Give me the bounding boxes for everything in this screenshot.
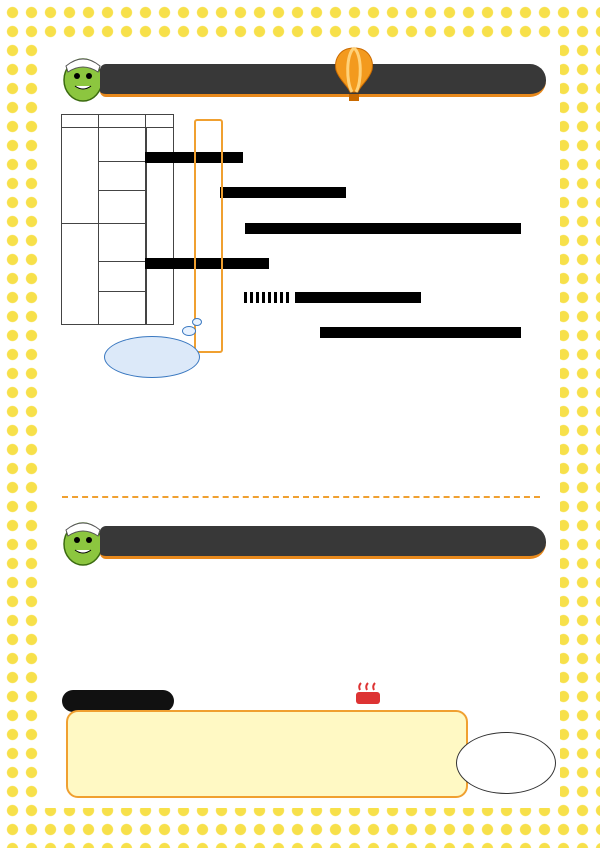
bar-otsu-construction bbox=[245, 223, 521, 234]
current-year-callout bbox=[104, 336, 200, 378]
contact-box bbox=[66, 710, 468, 798]
work-label bbox=[99, 128, 146, 162]
header-year bbox=[146, 115, 174, 128]
header-work bbox=[99, 115, 146, 128]
work-label bbox=[99, 162, 146, 191]
onsen-icon bbox=[354, 682, 382, 706]
bar-tsurusaki-land-planned bbox=[244, 292, 292, 303]
section-tsurusaki bbox=[62, 224, 99, 325]
bar-tsurusaki-construction bbox=[320, 327, 521, 338]
callout-tail bbox=[192, 318, 202, 326]
change-bubble bbox=[456, 732, 556, 794]
schedule-table bbox=[61, 114, 174, 325]
header-section bbox=[62, 115, 99, 128]
work-label bbox=[99, 292, 146, 325]
work-label bbox=[99, 191, 146, 224]
bar-tsurusaki-land bbox=[295, 292, 421, 303]
onsen-logo bbox=[352, 686, 552, 708]
divider bbox=[62, 496, 540, 498]
balloon-icon bbox=[334, 46, 374, 106]
closing-header bbox=[100, 526, 546, 559]
work-label bbox=[99, 224, 146, 262]
bar-otsu-land bbox=[220, 187, 346, 198]
work-label bbox=[99, 262, 146, 292]
callout-tail bbox=[182, 326, 196, 336]
section-otsu bbox=[62, 128, 99, 224]
contact-label bbox=[62, 690, 174, 712]
schedule-header bbox=[100, 64, 546, 97]
